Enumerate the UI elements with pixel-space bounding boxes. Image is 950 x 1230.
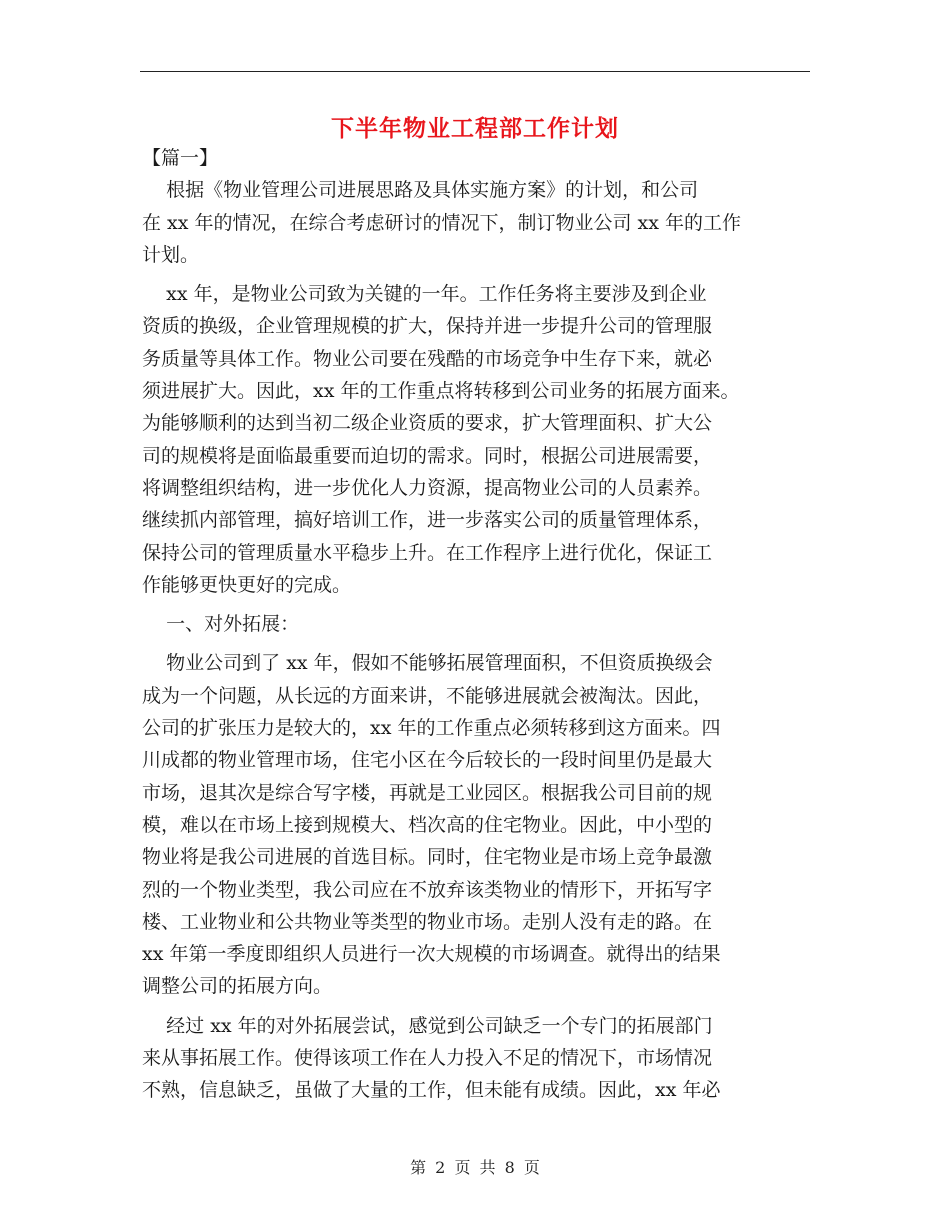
text-line: 经过 xx 年的对外拓展尝试，感觉到公司缺乏一个专门的拓展部门 [142,1014,713,1037]
text-line: 川成都的物业管理市场，住宅小区在今后较长的一段时间里仍是最大 [142,749,713,772]
text-line: 将调整组织结构，进一步优化人力资源，提高物业公司的人员素养。 [142,476,713,499]
paragraph [142,278,810,601]
text-line: 根据《物业管理公司进展思路及具体实施方案》的计划，和公司 [142,179,699,202]
paragraph-gap [142,601,810,608]
text-line: 物业将是我公司进展的首选目标。同时，住宅物业是市场上竞争最激 [142,846,713,869]
text-line: 须进展扩大。因此，xx 年的工作重点将转移到公司业务的拓展方面来。 [142,380,740,403]
text-line: 烈的一个物业类型，我公司应在不放弃该类物业的情形下，开拓写字 [142,878,713,901]
text-line: 模，难以在市场上接到规模大、档次高的住宅物业。因此，中小型的 [142,813,713,836]
text-line: 成为一个问题，从长远的方面来讲，不能够进展就会被淘汰。因此， [142,684,713,707]
page-footer: 第 2 页 共 8 页 [410,1158,540,1177]
text-line: 公司的扩张压力是较大的，xx 年的工作重点必须转移到这方面来。四 [142,717,721,740]
text-line: 保持公司的管理质量水平稳步上升。在工作程序上进行优化，保证工 [142,541,713,564]
paragraph [142,608,810,640]
paragraph-gap [142,640,810,647]
text-line: 为能够顺利的达到当初二级企业资质的要求，扩大管理面积、扩大公 [142,412,713,435]
paragraph [142,647,810,1002]
text-line: 楼、工业物业和公共物业等类型的物业市场。走别人没有走的路。在 [142,910,713,933]
text-line: 调整公司的拓展方向。 [142,975,333,998]
section-heading [142,142,810,174]
text-line: 物业公司到了 xx 年，假如不能够拓展管理面积，不但资质换级会 [142,652,713,675]
text-line: 继续抓内部管理，搞好培训工作，进一步落实公司的质量管理体系， [142,509,713,532]
document-title: 下半年物业工程部工作计划 [331,115,619,142]
text-line: 务质量等具体工作。物业公司要在残酷的市场竞争中生存下来，就必 [142,347,713,370]
text-line: 作能够更快更好的完成。 [142,573,352,596]
text-line: 司的规模将是面临最重要而迫切的需求。同时，根据公司进展需要， [142,444,713,467]
text-line: xx 年，是物业公司致为关键的一年。工作任务将主要涉及到企业 [142,283,707,306]
text-line: 不熟，信息缺乏，虽做了大量的工作，但未能有成绩。因此，xx 年必 [142,1079,721,1102]
document-body [142,142,810,1107]
text-line: 在 xx 年的情况，在综合考虑研讨的情况下，制订物业公司 xx 年的工作 [142,211,742,234]
paragraph-gap [142,271,810,278]
paragraph-gap [142,1003,810,1010]
text-line: xx 年第一季度即组织人员进行一次大规模的市场调查。就得出的结果 [142,943,721,966]
header-rule [140,71,810,72]
paragraph [142,174,810,271]
text-line: 市场，退其次是综合写字楼，再就是工业园区。根据我公司目前的规 [142,781,713,804]
text-line: 【篇一】 [142,147,219,169]
text-line: 计划。 [142,243,200,266]
text-line: 来从事拓展工作。使得该项工作在人力投入不足的情况下，市场情况 [142,1047,713,1070]
text-line: 一、对外拓展： [142,613,300,636]
paragraph [142,1010,810,1107]
text-line: 资质的换级，企业管理规模的扩大，保持并进一步提升公司的管理服 [142,315,713,338]
